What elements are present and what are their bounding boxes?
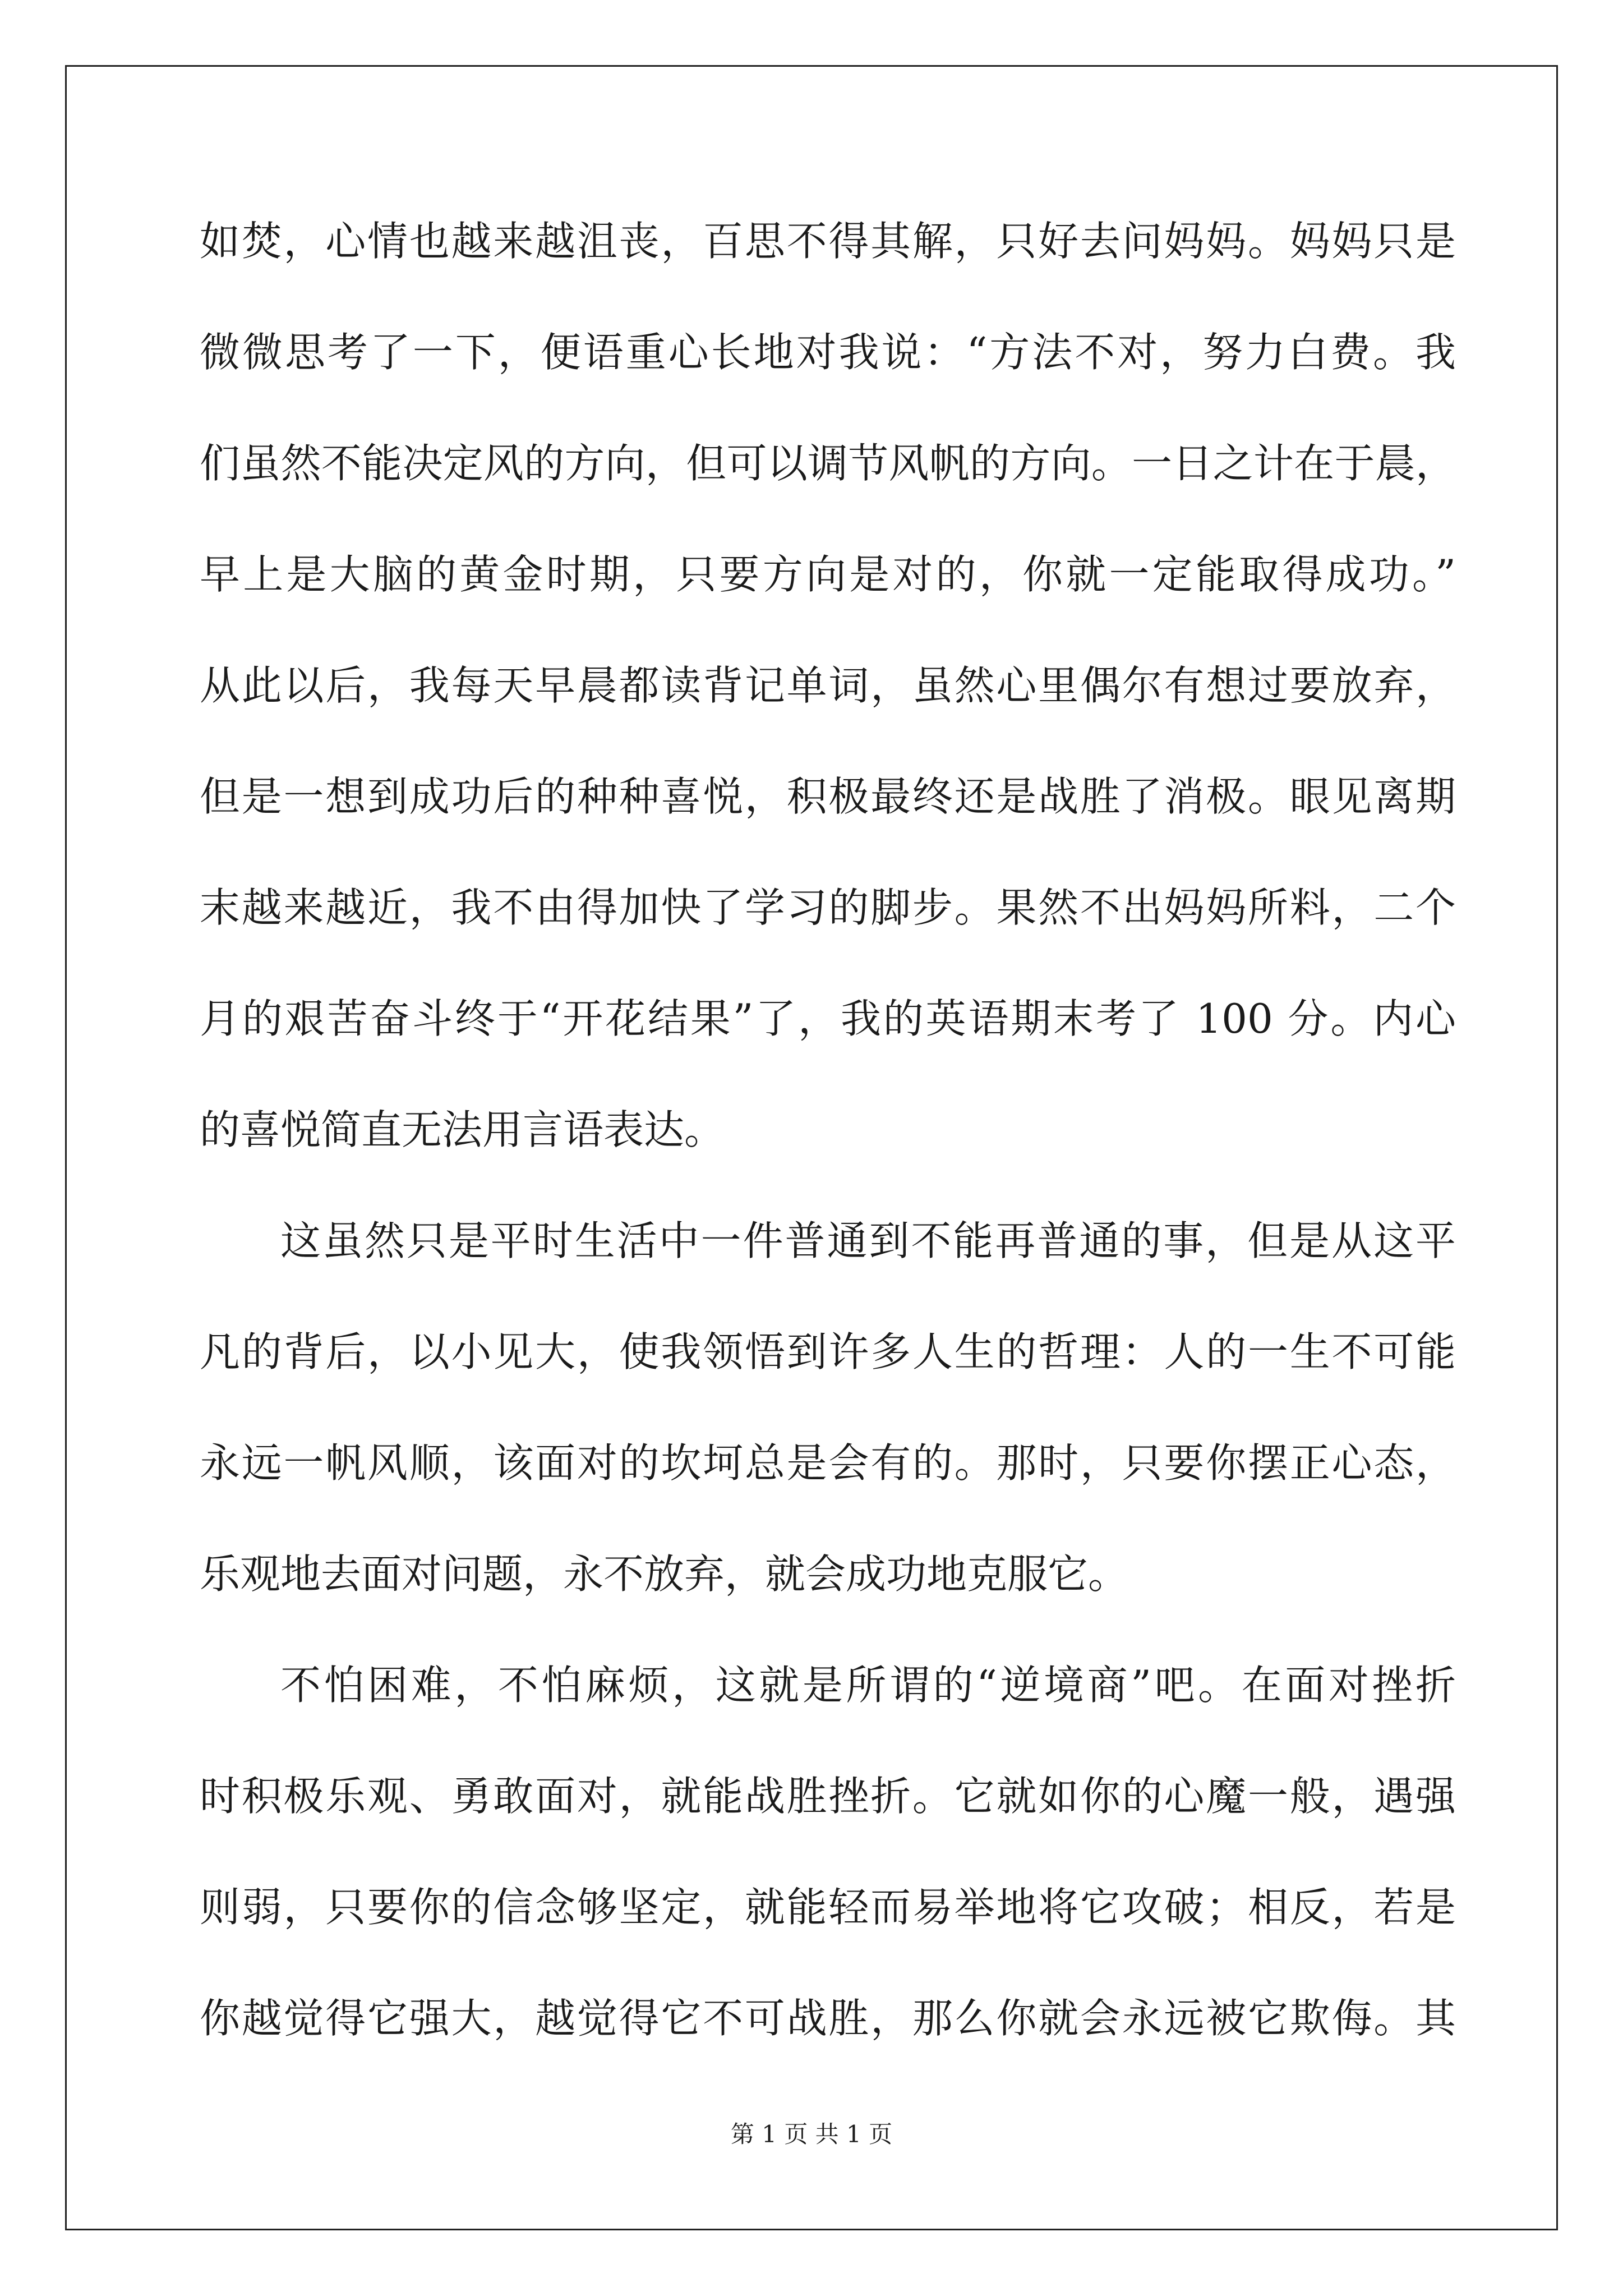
text-line-4: 早上是大脑的黄金时期，只要方向是对的，你就一定能取得成功。” <box>200 551 1456 598</box>
text-line-10: 这虽然只是平时生活中一件普通到不能再普通的事，但是从这平 <box>280 1217 1456 1264</box>
page-footer: 第 1 页 共 1 页 <box>730 2120 893 2148</box>
document-body <box>200 213 1456 2101</box>
text-line-12: 永远一帆风顺，该面对的坎坷总是会有的。那时，只要你摆正心态， <box>200 1439 1456 1487</box>
text-line-11: 凡的背后，以小见大，使我领悟到许多人生的哲理：人的一生不可能 <box>200 1328 1456 1375</box>
text-line-17: 你越觉得它强大，越觉得它不可战胜，那么你就会永远被它欺侮。其 <box>200 1995 1456 2042</box>
text-line-9: 的喜悦简直无法用言语表达。 <box>200 1106 725 1153</box>
text-line-13: 乐观地去面对问题，永不放弃，就会成功地克服它。 <box>200 1550 1129 1598</box>
text-line-16: 则弱，只要你的信念够坚定，就能轻而易举地将它攻破；相反，若是 <box>200 1884 1456 1931</box>
text-line-7: 末越来越近，我不由得加快了学习的脚步。果然不出妈妈所料，二个 <box>200 884 1456 931</box>
text-line-1: 如焚，心情也越来越沮丧，百思不得其解，只好去问妈妈。妈妈只是 <box>200 218 1456 265</box>
text-line-15: 时积极乐观、勇敢面对，就能战胜挫折。它就如你的心魔一般，遇强 <box>200 1773 1456 1820</box>
text-line-2: 微微思考了一下，便语重心长地对我说：“方法不对，努力白费。我 <box>200 329 1456 376</box>
text-line-3: 们虽然不能决定风的方向，但可以调节风帆的方向。一日之计在于晨， <box>200 440 1456 487</box>
text-line-5: 从此以后，我每天早晨都读背记单词，虽然心里偶尔有想过要放弃， <box>200 662 1456 709</box>
text-line-6: 但是一想到成功后的种种喜悦，积极最终还是战胜了消极。眼见离期 <box>200 773 1456 820</box>
text-line-8: 月的艰苦奋斗终于“开花结果”了，我的英语期末考了 100 分。内心 <box>200 995 1456 1042</box>
text-line-14: 不怕困难，不怕麻烦，这就是所谓的“逆境商”吧。在面对挫折 <box>280 1662 1456 1709</box>
